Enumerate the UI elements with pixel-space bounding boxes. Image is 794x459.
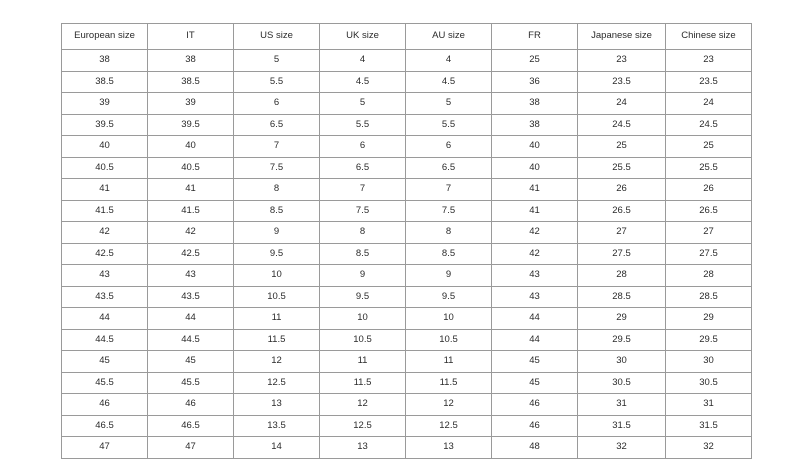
table-cell: 28.5 xyxy=(578,286,666,308)
table-body xyxy=(62,50,752,459)
table-cell: 42 xyxy=(492,222,578,244)
table-cell: 31 xyxy=(578,394,666,416)
table-cell: 9.5 xyxy=(320,286,406,308)
table-cell: 26.5 xyxy=(578,200,666,222)
table-cell: 24 xyxy=(666,93,752,115)
table-cell: 40 xyxy=(492,157,578,179)
column-header: IT xyxy=(148,24,234,50)
table-cell: 38.5 xyxy=(62,71,148,93)
table-cell: 23.5 xyxy=(578,71,666,93)
table-row xyxy=(62,179,752,201)
table-cell: 38 xyxy=(62,50,148,72)
table-cell: 41 xyxy=(148,179,234,201)
table-cell: 25 xyxy=(492,50,578,72)
table-cell: 14 xyxy=(234,437,320,459)
table-cell: 29 xyxy=(578,308,666,330)
table-cell: 8 xyxy=(234,179,320,201)
table-cell: 11 xyxy=(406,351,492,373)
table-cell: 6.5 xyxy=(234,114,320,136)
table-cell: 44 xyxy=(148,308,234,330)
table-cell: 13.5 xyxy=(234,415,320,437)
table-cell: 10.5 xyxy=(320,329,406,351)
table-row xyxy=(62,415,752,437)
table-cell: 42.5 xyxy=(148,243,234,265)
table-cell: 31.5 xyxy=(666,415,752,437)
table-cell: 45 xyxy=(492,372,578,394)
table-cell: 46 xyxy=(62,394,148,416)
column-header: Chinese size xyxy=(666,24,752,50)
table-cell: 43 xyxy=(148,265,234,287)
table-cell: 10 xyxy=(406,308,492,330)
table-cell: 47 xyxy=(148,437,234,459)
table-cell: 23.5 xyxy=(666,71,752,93)
table-cell: 30.5 xyxy=(578,372,666,394)
table-header xyxy=(62,24,752,50)
table-cell: 7 xyxy=(234,136,320,158)
table-row xyxy=(62,372,752,394)
table-cell: 42 xyxy=(492,243,578,265)
table-cell: 4.5 xyxy=(406,71,492,93)
table-cell: 41.5 xyxy=(148,200,234,222)
table-cell: 7.5 xyxy=(320,200,406,222)
table-cell: 38 xyxy=(148,50,234,72)
table-cell: 8.5 xyxy=(320,243,406,265)
table-cell: 7 xyxy=(320,179,406,201)
table-cell: 9.5 xyxy=(406,286,492,308)
column-header: US size xyxy=(234,24,320,50)
table-cell: 11 xyxy=(234,308,320,330)
table-cell: 45 xyxy=(492,351,578,373)
table-cell: 29.5 xyxy=(666,329,752,351)
table-cell: 8 xyxy=(320,222,406,244)
table-cell: 27.5 xyxy=(578,243,666,265)
table-cell: 5 xyxy=(406,93,492,115)
table-cell: 9.5 xyxy=(234,243,320,265)
table-cell: 25.5 xyxy=(666,157,752,179)
table-cell: 26.5 xyxy=(666,200,752,222)
table-cell: 25 xyxy=(666,136,752,158)
table-cell: 9 xyxy=(320,265,406,287)
table-cell: 7.5 xyxy=(234,157,320,179)
table-row xyxy=(62,437,752,459)
table-cell: 11.5 xyxy=(406,372,492,394)
table-row xyxy=(62,351,752,373)
table-cell: 12.5 xyxy=(234,372,320,394)
table-cell: 43 xyxy=(492,265,578,287)
table-cell: 40.5 xyxy=(148,157,234,179)
table-cell: 46.5 xyxy=(62,415,148,437)
table-cell: 24 xyxy=(578,93,666,115)
table-cell: 44 xyxy=(62,308,148,330)
table-cell: 29 xyxy=(666,308,752,330)
table-cell: 4 xyxy=(320,50,406,72)
table-cell: 6 xyxy=(234,93,320,115)
table-cell: 43 xyxy=(62,265,148,287)
table-header-row xyxy=(62,24,752,50)
table-cell: 39.5 xyxy=(62,114,148,136)
table-cell: 43.5 xyxy=(148,286,234,308)
table-cell: 38 xyxy=(492,114,578,136)
table-cell: 4 xyxy=(406,50,492,72)
table-row xyxy=(62,265,752,287)
table-row xyxy=(62,71,752,93)
table-cell: 40.5 xyxy=(62,157,148,179)
table-cell: 46 xyxy=(148,394,234,416)
table-cell: 6.5 xyxy=(320,157,406,179)
table-cell: 11 xyxy=(320,351,406,373)
table-cell: 30 xyxy=(578,351,666,373)
table-cell: 8 xyxy=(406,222,492,244)
table-cell: 31 xyxy=(666,394,752,416)
table-cell: 13 xyxy=(406,437,492,459)
table-cell: 8.5 xyxy=(234,200,320,222)
table-cell: 6.5 xyxy=(406,157,492,179)
table-cell: 28 xyxy=(666,265,752,287)
table-cell: 26 xyxy=(578,179,666,201)
size-conversion-table xyxy=(61,23,752,459)
table-cell: 32 xyxy=(666,437,752,459)
table-cell: 28 xyxy=(578,265,666,287)
table-cell: 23 xyxy=(666,50,752,72)
table-row xyxy=(62,157,752,179)
table-cell: 39 xyxy=(62,93,148,115)
table-cell: 24.5 xyxy=(666,114,752,136)
table-cell: 12 xyxy=(320,394,406,416)
table-cell: 40 xyxy=(62,136,148,158)
table-cell: 43 xyxy=(492,286,578,308)
table-cell: 27.5 xyxy=(666,243,752,265)
table-cell: 28.5 xyxy=(666,286,752,308)
table-cell: 5.5 xyxy=(320,114,406,136)
column-header: AU size xyxy=(406,24,492,50)
table-row xyxy=(62,329,752,351)
table-cell: 11.5 xyxy=(320,372,406,394)
table-cell: 25 xyxy=(578,136,666,158)
table-cell: 10.5 xyxy=(406,329,492,351)
table-cell: 41 xyxy=(62,179,148,201)
table-cell: 7 xyxy=(406,179,492,201)
table-cell: 39.5 xyxy=(148,114,234,136)
table-cell: 38.5 xyxy=(148,71,234,93)
table-cell: 44.5 xyxy=(148,329,234,351)
table-cell: 27 xyxy=(666,222,752,244)
table-row xyxy=(62,308,752,330)
table-cell: 30 xyxy=(666,351,752,373)
table-cell: 42.5 xyxy=(62,243,148,265)
column-header: UK size xyxy=(320,24,406,50)
table-cell: 45 xyxy=(62,351,148,373)
table-cell: 42 xyxy=(62,222,148,244)
table-cell: 23 xyxy=(578,50,666,72)
table-cell: 25.5 xyxy=(578,157,666,179)
table-cell: 5 xyxy=(320,93,406,115)
table-cell: 38 xyxy=(492,93,578,115)
table-cell: 7.5 xyxy=(406,200,492,222)
table-cell: 4.5 xyxy=(320,71,406,93)
table-cell: 9 xyxy=(234,222,320,244)
table-cell: 27 xyxy=(578,222,666,244)
table-cell: 44 xyxy=(492,308,578,330)
column-header: European size xyxy=(62,24,148,50)
table-cell: 12.5 xyxy=(406,415,492,437)
table-row xyxy=(62,136,752,158)
column-header: FR xyxy=(492,24,578,50)
table-cell: 48 xyxy=(492,437,578,459)
table-row xyxy=(62,200,752,222)
table-cell: 9 xyxy=(406,265,492,287)
table-cell: 40 xyxy=(492,136,578,158)
table-cell: 30.5 xyxy=(666,372,752,394)
table-cell: 29.5 xyxy=(578,329,666,351)
table-cell: 46.5 xyxy=(148,415,234,437)
table-row xyxy=(62,93,752,115)
table-row xyxy=(62,222,752,244)
table-row xyxy=(62,243,752,265)
table-cell: 40 xyxy=(148,136,234,158)
table-cell: 10 xyxy=(234,265,320,287)
table-cell: 12.5 xyxy=(320,415,406,437)
table-cell: 45.5 xyxy=(148,372,234,394)
table-cell: 6 xyxy=(406,136,492,158)
table-cell: 10 xyxy=(320,308,406,330)
table-cell: 36 xyxy=(492,71,578,93)
table-cell: 45 xyxy=(148,351,234,373)
table-cell: 31.5 xyxy=(578,415,666,437)
table-cell: 42 xyxy=(148,222,234,244)
table-cell: 41 xyxy=(492,200,578,222)
table-cell: 47 xyxy=(62,437,148,459)
table-cell: 5.5 xyxy=(406,114,492,136)
table-cell: 10.5 xyxy=(234,286,320,308)
table-cell: 44 xyxy=(492,329,578,351)
table-cell: 11.5 xyxy=(234,329,320,351)
table-cell: 32 xyxy=(578,437,666,459)
table-row xyxy=(62,286,752,308)
table-cell: 46 xyxy=(492,394,578,416)
table-row xyxy=(62,394,752,416)
table-row xyxy=(62,114,752,136)
table-cell: 24.5 xyxy=(578,114,666,136)
table-cell: 41.5 xyxy=(62,200,148,222)
table-cell: 6 xyxy=(320,136,406,158)
table-cell: 5 xyxy=(234,50,320,72)
table-cell: 45.5 xyxy=(62,372,148,394)
table-cell: 44.5 xyxy=(62,329,148,351)
table-cell: 5.5 xyxy=(234,71,320,93)
table-row xyxy=(62,50,752,72)
table-cell: 43.5 xyxy=(62,286,148,308)
table-cell: 8.5 xyxy=(406,243,492,265)
table-cell: 12 xyxy=(234,351,320,373)
table-cell: 41 xyxy=(492,179,578,201)
table-cell: 13 xyxy=(320,437,406,459)
table-cell: 39 xyxy=(148,93,234,115)
column-header: Japanese size xyxy=(578,24,666,50)
table-cell: 12 xyxy=(406,394,492,416)
size-conversion-table-wrapper xyxy=(61,23,736,459)
table-cell: 26 xyxy=(666,179,752,201)
table-cell: 13 xyxy=(234,394,320,416)
table-cell: 46 xyxy=(492,415,578,437)
